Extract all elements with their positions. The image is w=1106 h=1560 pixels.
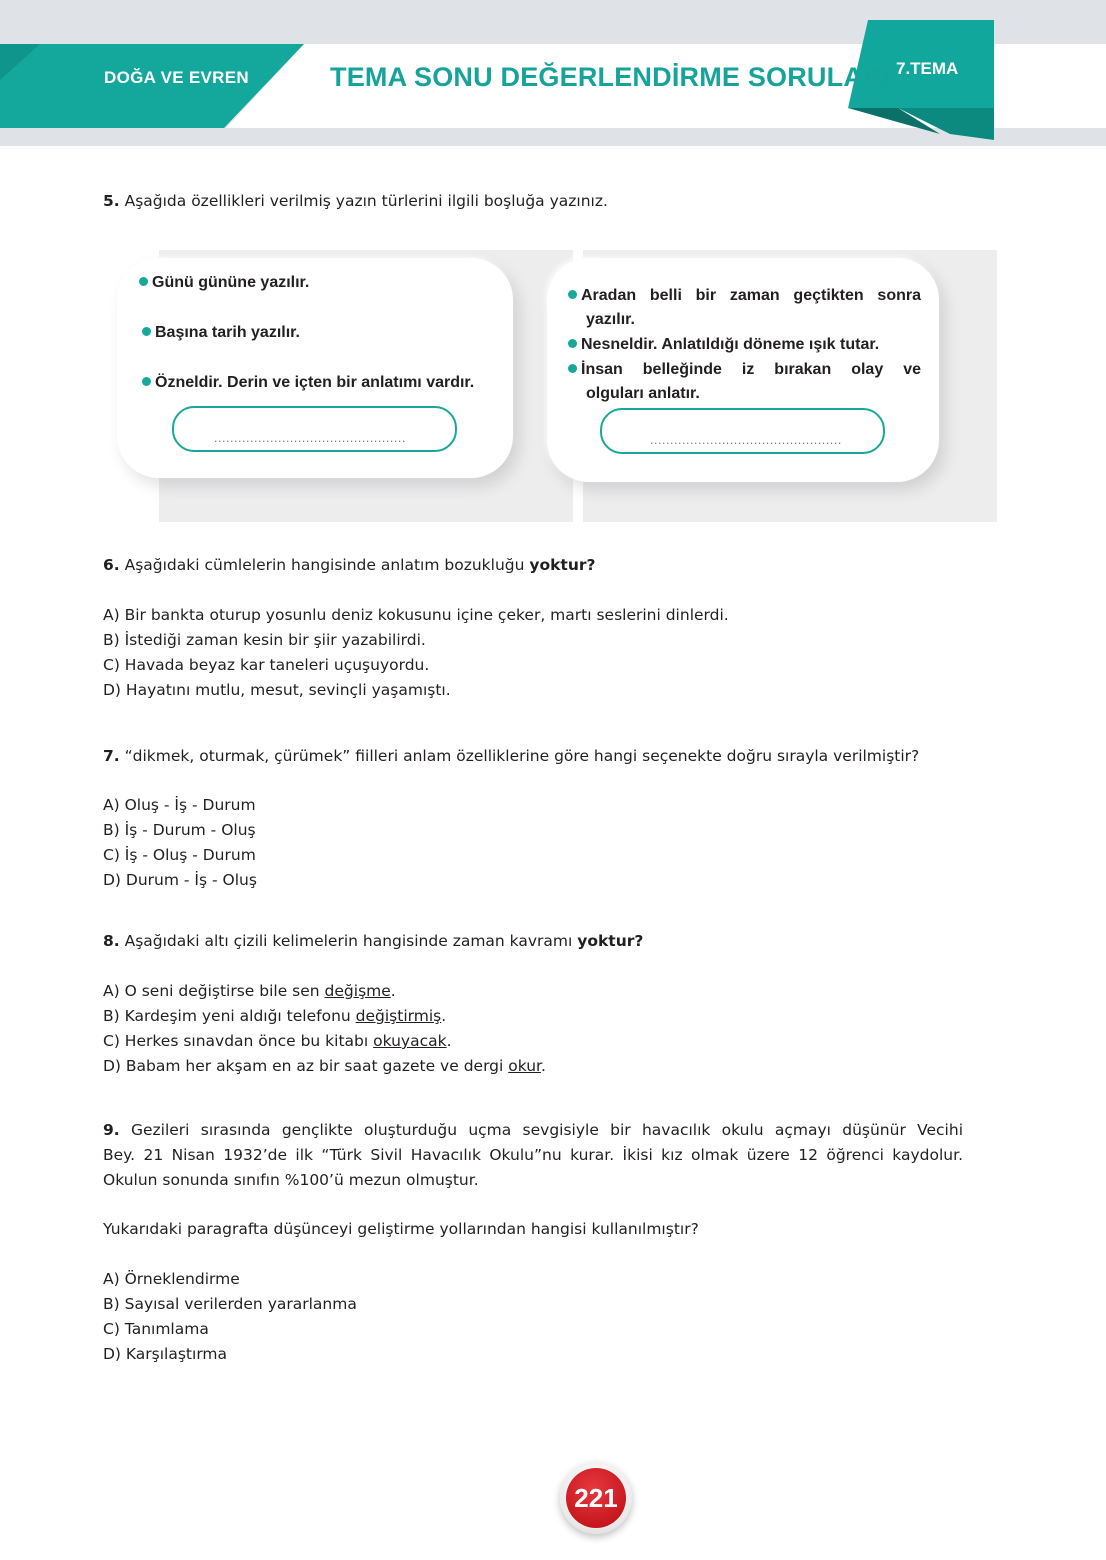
question-6-options <box>103 603 963 703</box>
option-c[interactable]: C) İş - Oluş - Durum <box>103 846 256 864</box>
option-d[interactable]: D) Durum - İş - Oluş <box>103 871 257 889</box>
right-card-item-2: Nesneldir. Anlatıldığı döneme ışık tutar. <box>568 333 879 357</box>
underlined-word: okuyacak <box>373 1032 447 1050</box>
left-feature-card <box>117 258 513 478</box>
question-5 <box>103 189 963 214</box>
answer-blank-dots: ................................................ <box>214 432 406 445</box>
option-a[interactable]: A) Oluş - İş - Durum <box>103 796 256 814</box>
question-5-text: Aşağıda özellikleri verilmiş yazın türlerini ilgili boşluğa yazınız. <box>119 192 608 210</box>
bullet-icon <box>142 327 151 336</box>
option-a[interactable]: A) O seni değiştirse bile sen değişme. <box>103 982 396 1000</box>
page-title: TEMA SONU DEĞERLENDİRME SORULARI <box>330 62 891 92</box>
theme-name: DOĞA VE EVREN <box>104 68 249 87</box>
question-7-number: 7. <box>103 747 120 765</box>
left-card-item-3: Özneldir. Derin ve içten bir anlatımı vardır. <box>142 371 474 395</box>
left-card-item-1: Günü gününe yazılır. <box>139 271 309 295</box>
bullet-icon <box>142 377 151 386</box>
paragraph-line-2: Bey. 21 Nisan 1932’de ilk “Türk Sivil Havacılık Okulu”nu kurar. İkisi kız olmak üzere 12 öğrenci kaydolur. <box>103 1146 963 1164</box>
bullet-icon <box>139 277 148 286</box>
right-card-item-1-cont: yazılır. <box>586 311 635 328</box>
bullet-icon <box>568 290 577 299</box>
underlined-word: değiştirmiş <box>355 1007 442 1025</box>
option-b[interactable]: B) Sayısal verilerden yararlanma <box>103 1295 357 1313</box>
option-c[interactable]: C) Herkes sınavdan önce bu kitabı okuyacak. <box>103 1032 452 1050</box>
left-answer-input[interactable] <box>172 406 457 452</box>
question-5-number: 5. <box>103 192 120 210</box>
option-c[interactable]: C) Havada beyaz kar taneleri uçuşuyordu. <box>103 656 430 674</box>
underlined-word: değişme <box>324 982 391 1000</box>
bullet-icon <box>568 339 577 348</box>
option-b[interactable]: B) İstediği zaman kesin bir şiir yazabilirdi. <box>103 631 426 649</box>
question-8-text: Aşağıdaki altı çizili kelimelerin hangisinde zaman kavramı <box>119 932 578 950</box>
option-b[interactable]: B) İş - Durum - Oluş <box>103 821 256 839</box>
answer-blank-dots: ................................................ <box>650 434 842 447</box>
theme-number-tag: 7.TEMA <box>896 59 959 78</box>
option-c[interactable]: C) Tanımlama <box>103 1320 209 1338</box>
right-card-item-3: İnsan belleğinde iz bırakan olay ve <box>568 358 930 382</box>
question-7-options <box>103 793 963 893</box>
right-feature-card <box>547 258 939 482</box>
question-7 <box>103 744 983 769</box>
option-d[interactable]: D) Karşılaştırma <box>103 1345 228 1363</box>
right-card-item-3-cont: olguları anlatır. <box>586 385 700 402</box>
option-a[interactable]: A) Örneklendirme <box>103 1270 240 1288</box>
question-9-options <box>103 1267 963 1367</box>
option-a[interactable]: A) Bir bankta oturup yosunlu deniz kokusunu içine çeker, martı seslerini dinlerdi. <box>103 606 729 624</box>
question-6-emphasis: yoktur? <box>529 556 596 574</box>
question-6-text: Aşağıdaki cümlelerin hangisinde anlatım bozukluğu <box>119 556 530 574</box>
left-card-item-2: Başına tarih yazılır. <box>142 321 300 345</box>
question-8-number: 8. <box>103 932 120 950</box>
paragraph-line-1: 9. Gezileri sırasında gençlikte oluşturduğu uçma sevgisiyle bir havacılık okulu açmayı düşünür Vecihi <box>103 1121 963 1139</box>
page-number: 221 <box>566 1468 626 1528</box>
option-b[interactable]: B) Kardeşim yeni aldığı telefonu değiştirmiş. <box>103 1007 447 1025</box>
question-6-number: 6. <box>103 556 120 574</box>
right-card-item-1: Aradan belli bir zaman geçtikten sonra <box>568 284 930 308</box>
page-number-badge <box>560 1462 632 1534</box>
option-d[interactable]: D) Hayatını mutlu, mesut, sevinçli yaşamıştı. <box>103 681 451 699</box>
paragraph-line-3: Okulun sonunda sınıfın %100’ü mezun olmuştur. <box>103 1171 479 1189</box>
question-8-emphasis: yoktur? <box>577 932 644 950</box>
question-7-text: “dikmek, oturmak, çürümek” fiilleri anlam özelliklerine göre hangi seçenekte doğru sırayla verilmiştir? <box>119 747 920 765</box>
question-6 <box>103 553 963 578</box>
right-answer-input[interactable] <box>600 408 885 454</box>
option-d[interactable]: D) Babam her akşam en az bir saat gazete ve dergi okur. <box>103 1057 546 1075</box>
bullet-icon <box>568 364 577 373</box>
question-8 <box>103 929 963 954</box>
question-8-options <box>103 979 963 1079</box>
question-9-stem: Yukarıdaki paragrafta düşünceyi geliştirme yollarından hangisi kullanılmıştır? <box>103 1220 699 1238</box>
question-9-paragraph <box>103 1118 963 1193</box>
underlined-word: okur <box>508 1057 542 1075</box>
question-9-number: 9. <box>103 1121 120 1139</box>
